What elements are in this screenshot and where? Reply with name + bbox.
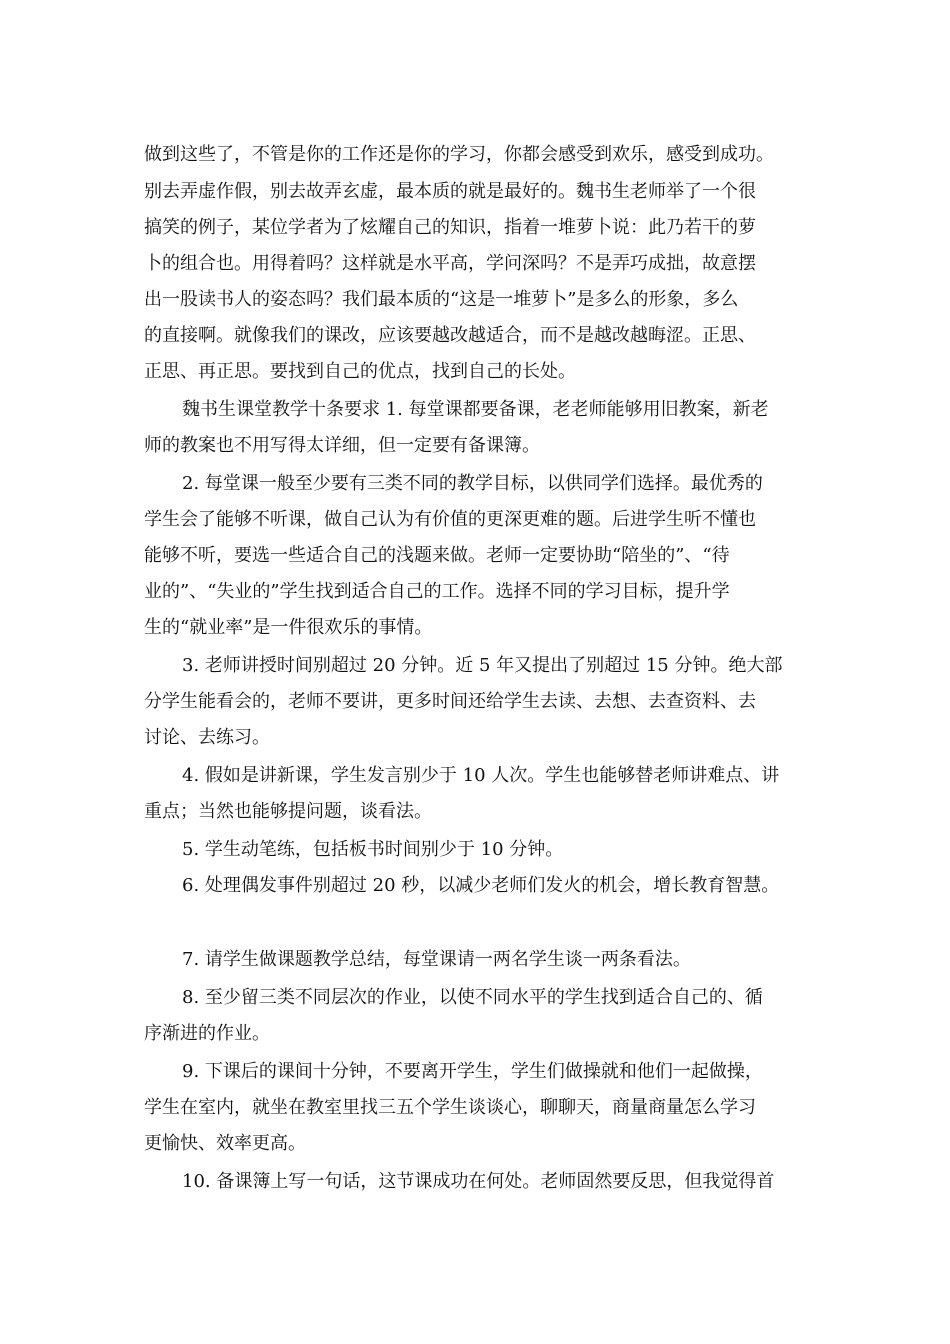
text-line: 6. 处理偶发事件别超过 20 秒，以减少老师们发火的机会，增长教育智慧。: [182, 875, 780, 896]
text-line: 学生会了能够不听课，做自己认为有价值的更深更难的题。后进学生听不懂也: [144, 509, 756, 530]
text-line: 3. 老师讲授时间别超过 20 分钟。近 5 年又提出了别超过 15 分钟。绝大部: [182, 655, 783, 676]
text-line: 分学生能看会的，老师不要讲，更多时间还给学生去读、去想、去查资料、去: [144, 691, 756, 712]
text-line: 业的”、“失业的”学生找到适合自己的工作。选择不同的学习目标，提升学: [144, 581, 730, 602]
text-line: 9. 下课后的课间十分钟，不要离开学生，学生们做操就和他们一起做操，: [182, 1061, 763, 1082]
text-line: 正思、再正思。要找到自己的优点，找到自己的长处。: [144, 361, 576, 382]
text-line: 更愉快、效率更高。: [144, 1133, 306, 1154]
text-line: 搞笑的例子，某位学者为了炫耀自己的知识，指着一堆萝卜说：此乃若干的萝: [144, 217, 756, 238]
text-line: 魏书生课堂教学十条要求 1. 每堂课都要备课，老老师能够用旧教案，新老: [182, 399, 769, 420]
text-line: 做到这些了，不管是你的工作还是你的学习，你都会感受到欢乐，感受到成功。: [144, 144, 774, 165]
text-line: 卜的组合也。用得着吗？这样就是水平高，学问深吗？不是弄巧成拙，故意摆: [144, 253, 756, 274]
text-line: 5. 学生动笔练，包括板书时间别少于 10 分钟。: [182, 839, 564, 860]
text-line: 别去弄虚作假，别去故弄玄虚，最本质的就是最好的。魏书生老师举了一个很: [144, 181, 756, 202]
text-line: 序渐进的作业。: [144, 1023, 270, 1044]
text-line: 4. 假如是讲新课，学生发言别少于 10 人次。学生也能够替老师讲难点、讲: [182, 765, 780, 786]
text-line: 7. 请学生做课题教学总结，每堂课请一两名学生谈一两条看法。: [182, 949, 691, 970]
text-line: 10. 备课簿上写一句话，这节课成功在何处。老师固然要反思，但我觉得首: [182, 1171, 775, 1192]
text-line: 师的教案也不用写得太详细，但一定要有备课簿。: [144, 435, 540, 456]
text-line: 出一股读书人的姿态吗？我们最本质的“这是一堆萝卜”是多么的形象，多么: [144, 289, 739, 310]
text-line: 8. 至少留三类不同层次的作业，以使不同水平的学生找到适合自己的、循: [182, 987, 763, 1008]
text-line: 能够不听，要选一些适合自己的浅题来做。老师一定要协助“陪坐的”、“待: [144, 545, 730, 566]
text-line: 的直接啊。就像我们的课改，应该要越改越适合，而不是越改越晦涩。正思、: [144, 325, 756, 346]
text-line: 生的“就业率”是一件很欢乐的事情。: [144, 617, 433, 638]
text-line: 学生在室内，就坐在教室里找三五个学生谈谈心，聊聊天，商量商量怎么学习: [144, 1097, 756, 1118]
text-line: 2. 每堂课一般至少要有三类不同的教学目标，以供同学们选择。最优秀的: [182, 473, 763, 494]
text-line: 重点；当然也能够提问题，谈看法。: [144, 801, 432, 822]
text-line: 讨论、去练习。: [144, 727, 270, 748]
